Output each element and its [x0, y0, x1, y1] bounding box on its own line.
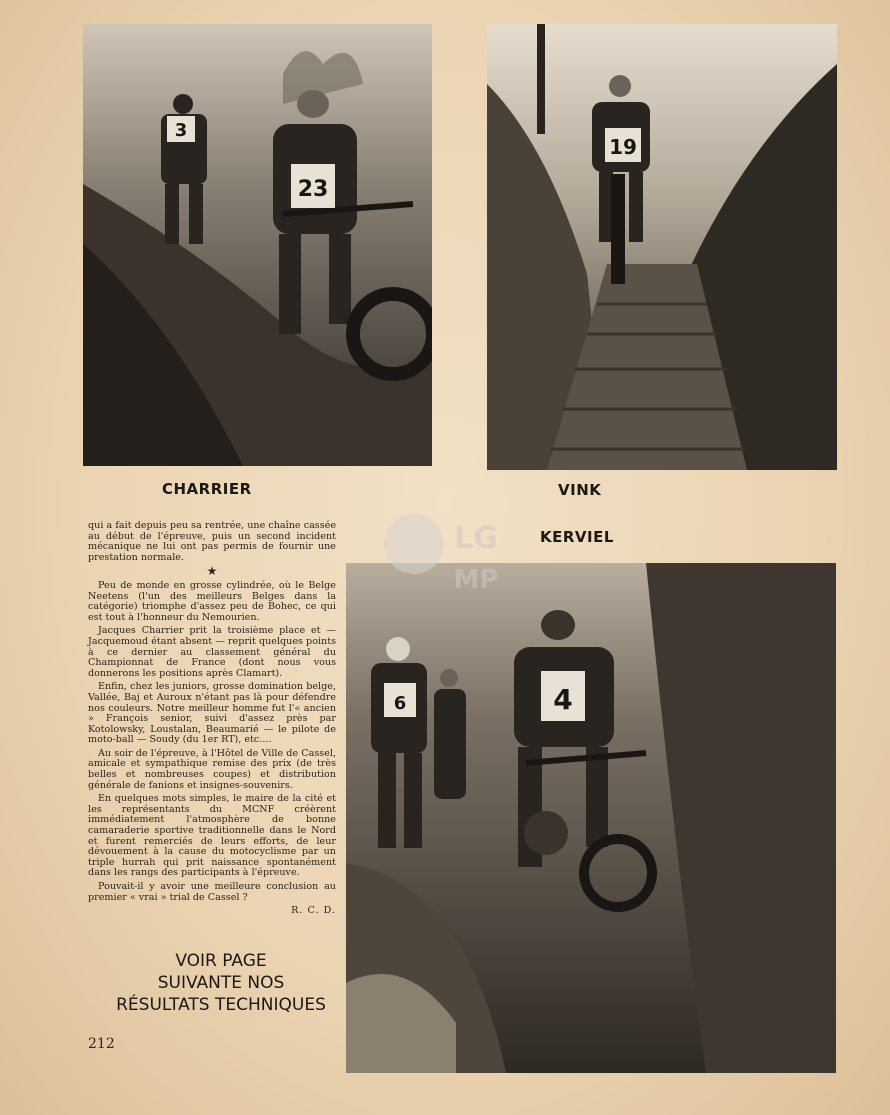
article-paragraph: Jacques Charrier prit la troisième place et — Jacquemoud étant absent — reprit quelques points à ce dernier au classement général du Championnat de France (dont nous vous donnerons les positions après Clamart).	[88, 625, 336, 679]
watermark-text: LG	[454, 521, 498, 556]
bib-number: 4	[553, 683, 573, 716]
bib-number: 19	[609, 135, 637, 159]
caption-kerviel: KERVIEL	[540, 528, 614, 546]
article-paragraph: qui a fait depuis peu sa rentrée, une chaîne cassée au début de l'épreuve, puis un second incident mécanique ne lui ont pas permis de fournir une prestation normale.	[88, 520, 336, 563]
article-body	[88, 521, 336, 917]
bib-number: 23	[297, 177, 329, 202]
bib-number: 3	[174, 120, 188, 141]
see-next-page-notice	[86, 950, 356, 1016]
photo-vink	[487, 24, 837, 470]
article-paragraph: En quelques mots simples, le maire de la cité et les représentants du MCNF créèrent immédiatement l'atmosphère de bonne camaraderie sportive traditionnelle dans le Nord et furent remerciés de leurs efforts, de leur dévouement à la cause du motocyclisme par un triple hurrah qui prit naissance spontanément dans les rangs des participants à l'épreuve.	[88, 793, 336, 879]
article-paragraph: Peu de monde en grosse cylindrée, où le Belge Neetens (l'un des meilleurs Belges dans la catégorie) triomphe d'assez peu de Bohec, ce qui est tout à l'honneur du Nemourien.	[88, 579, 336, 623]
caption-charrier: CHARRIER	[162, 480, 252, 498]
watermark-logo	[376, 508, 516, 598]
star-separator: ★	[206, 564, 218, 579]
author-signature: R. C. D.	[291, 905, 336, 917]
article-paragraph: Pouvait-il y avoir une meilleure conclusion au premier « vrai » trial de Cassel ?	[88, 881, 336, 903]
notice-line: RÉSULTATS TECHNIQUES	[116, 995, 326, 1015]
notice-line: SUIVANTE NOS	[157, 973, 285, 993]
photo-charrier	[83, 24, 432, 466]
article-paragraph: Au soir de l'épreuve, à l'Hôtel de Ville de Cassel, amicale et sympathique remise des prix (de très belles et nombreuses coupes) et distribution générale de fanions et insignes-souvenirs.	[88, 747, 336, 791]
notice-line: VOIR PAGE	[175, 951, 267, 971]
caption-vink: VINK	[558, 481, 602, 499]
watermark-text: MP	[453, 565, 499, 595]
article-paragraph: Enfin, chez les juniors, grosse domination belge, Vallée, Baj et Auroux n'étant pas là pour défendre nos couleurs. Notre meilleur homme fut l'« ancien » François senior, suivi d'assez près par Kotolowsky, Loustalan, Beaumarié — le pilote de moto-ball — Soudy (du 1er RT), etc....	[88, 681, 336, 746]
bib-number: 6	[393, 693, 407, 714]
page-number: 212	[88, 1036, 115, 1052]
photo-kerviel	[346, 563, 836, 1073]
